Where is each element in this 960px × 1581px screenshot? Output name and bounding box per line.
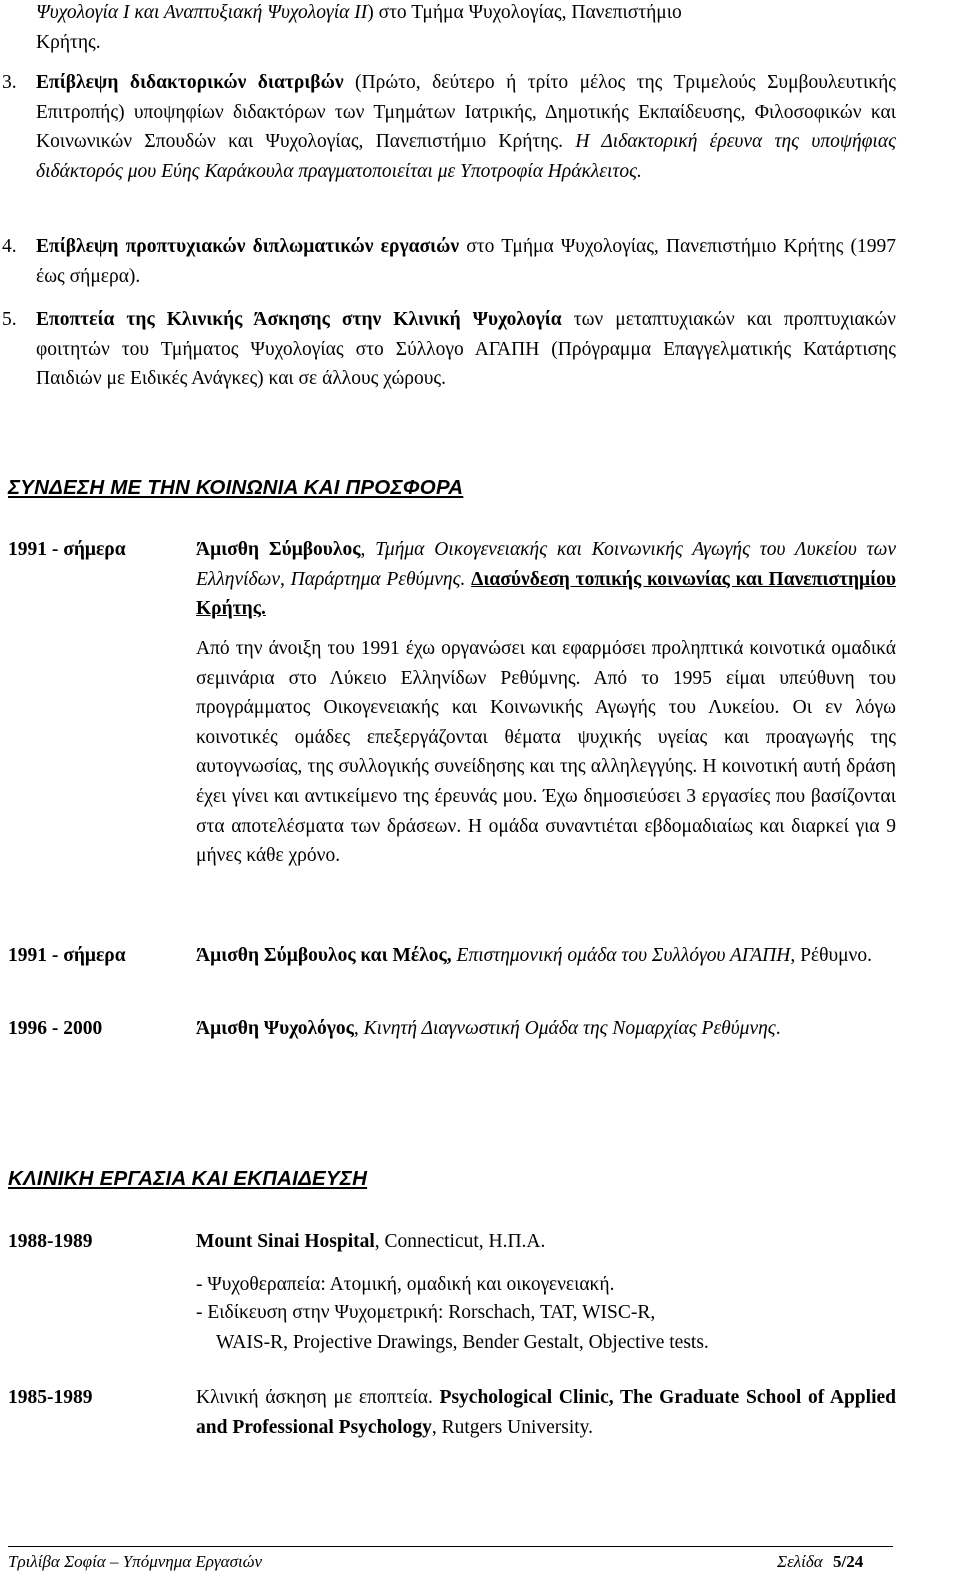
footer-author: Τριλίβα Σοφία – Υπόμνημα Εργασιών <box>8 1552 263 1571</box>
entry-paragraph: Από την άνοιξη του 1991 έχω οργανώσει και εφαρμόσει προληπτικά κοινοτικά ομαδικά σεμινάρια στο Λύκειο Ελληνίδων Ρεθύμνης. Από το 1995 είμαι υπεύθυνη του προγράμματος Οικογενειακής και Κοινωνικής Αγωγής του Λυκείου. Οι εν λόγω κοινοτικές ομάδες επεξεργάζονται θέματα ψυχικής υγείας και προαγωγής της αυτογνωσίας, της συλλογικής συνείδησης και της αλληλεγγύης. Η κοινοτική αυτή δράση έχει γίνει και αντικείμενο της έρευνάς μου. Έχω δημοσιεύσει 3 εργασίες που βασίζονται στα αποτελέσματα των δράσεων. Η ομάδα συναντιέται εβδομαδιαίως και διαρκεί για 9 μήνες κάθε χρόνο. <box>196 638 896 867</box>
list-item-number: 4. <box>2 236 17 257</box>
entry-description <box>196 1383 896 1442</box>
list-item-5 <box>2 305 896 394</box>
entry-location: , Connecticut, Η.Π.Α. <box>374 1231 546 1252</box>
list-item-4 <box>2 232 897 291</box>
entry-organization: Τμήμα Οικογενειακής και Κοινωνικής Αγωγής του Λυκείου των Ελληνίδων, Παράρτημα Ρεθύμνης. <box>196 539 897 590</box>
section-heading-clinical: ΚΛΙΝΙΚΗ ΕΡΓΑΣΙΑ ΚΑΙ ΕΚΠΑΙΔΕΥΣΗ <box>8 1167 368 1190</box>
entry-institution: Psychological Clinic, The Graduate School of Applied and Professional Psychology <box>196 1387 896 1438</box>
list-item-title: Εποπτεία της Κλινικής Άσκησης στην Κλινική Ψυχολογία <box>36 309 562 330</box>
entry-institution: Mount Sinai Hospital <box>196 1231 375 1252</box>
entry-description <box>196 1014 896 1044</box>
intro-text <box>36 0 896 57</box>
entry-bullet: - Ειδίκευση στην Ψυχομετρική: Rorschach, TAT, WISC-R, <box>196 1302 656 1323</box>
entry-date: 1991 - σήμερα <box>8 945 126 966</box>
intro-line1-rest: ) στο Τμήμα Ψυχολογίας, Πανεπιστήμιο <box>367 2 682 23</box>
intro-course-names: Ψυχολογία Ι και Αναπτυξιακή Ψυχολογία ΙΙ <box>36 2 368 23</box>
section-heading-community: ΣΥΝΔΕΣΗ ΜΕ ΤΗΝ ΚΟΙΝΩΝΙΑ ΚΑΙ ΠΡΟΣΦΟΡΑ <box>8 476 464 499</box>
footer-page-value: 5/24 <box>832 1552 864 1571</box>
entry-date: 1996 - 2000 <box>8 1018 103 1039</box>
list-item-italic-note: Η Διδακτορική έρευνα της υποψήφιας διδάκτορός μου Εύης Καράκουλα πραγματοποιείται με Υποτροφία Ηράκλειτος. <box>36 131 896 182</box>
entry-role: Άμισθη Ψυχολόγος <box>196 1018 354 1039</box>
entry-date: 1985-1989 <box>8 1387 93 1408</box>
entry-separator: , <box>353 1018 364 1039</box>
list-item-title: Επίβλεψη διδακτορικών διατριβών <box>36 72 344 93</box>
entry-date: 1988-1989 <box>8 1231 93 1252</box>
entry-description <box>196 1227 896 1257</box>
footer-page-label: Σελίδα <box>777 1552 823 1571</box>
entry-description <box>196 535 896 624</box>
entry-date: 1991 - σήμερα <box>8 539 126 560</box>
entry-organization: Κινητή Διαγνωστική Ομάδα της Νομαρχίας Ρεθύμνης <box>363 1018 776 1039</box>
entry-role: Άμισθη Σύμβουλος και Μέλος, <box>196 945 452 966</box>
entry-role: Άμισθη Σύμβουλος <box>196 539 361 560</box>
footer-page-number <box>777 1552 863 1572</box>
entry-activity: Κλινική άσκηση με εποπτεία. <box>196 1387 440 1408</box>
intro-line2: Κρήτης. <box>36 31 101 53</box>
list-item-text: (Πρώτο, δεύτερο ή τρίτο μέλος της Τριμελούς Συμβουλευτικής Επιτροπής) υποψηφίων διδακτόρων των Τμημάτων Ιατρικής, Δημοτικής Εκπαίδευσης, Φιλοσοφικών και Κοινωνικών Σπουδών και Ψυχολογίας, Πανεπιστήμιο Κρήτης. <box>36 72 896 153</box>
list-item-text: των μεταπτυχιακών και προπτυχιακών φοιτητών του Τμήματος Ψυχολογίας στο Σύλλογο ΑΓΑΠΗ (Πρόγραμμα Επαγγελματικής Κατάρτισης Παιδιών με Ειδικές Ανάγκες) και σε άλλους χώρους. <box>36 309 896 390</box>
list-item-number: 3. <box>2 72 17 93</box>
entry-university: , Rutgers University. <box>431 1416 594 1438</box>
entry-separator: , <box>360 539 376 560</box>
entry-tail: . <box>775 1018 781 1039</box>
footer-divider <box>8 1546 893 1547</box>
entry-bullet-continued: WAIS-R, Projective Drawings, Bender Gestalt, Objective tests. <box>216 1332 709 1353</box>
list-item-title: Επίβλεψη προπτυχιακών διπλωματικών εργασιών <box>36 236 460 257</box>
list-item-text: στο Τμήμα Ψυχολογίας, Πανεπιστήμιο Κρήτης (1997 έως σήμερα). <box>36 236 897 287</box>
list-item-3 <box>2 68 896 186</box>
entry-bullet: - Ψυχοθεραπεία: Ατομική, ομαδική και οικογενειακή. <box>196 1274 615 1295</box>
entry-description <box>196 941 896 971</box>
list-item-number: 5. <box>2 309 17 330</box>
entry-organization: Επιστημονική ομάδα του Συλλόγου ΑΓΑΠΗ <box>451 945 791 966</box>
entry-highlight: Διασύνδεση τοπικής κοινωνίας και Πανεπιστημίου Κρήτης. <box>196 568 897 620</box>
entry-location: , Ρέθυμνο. <box>790 945 873 966</box>
